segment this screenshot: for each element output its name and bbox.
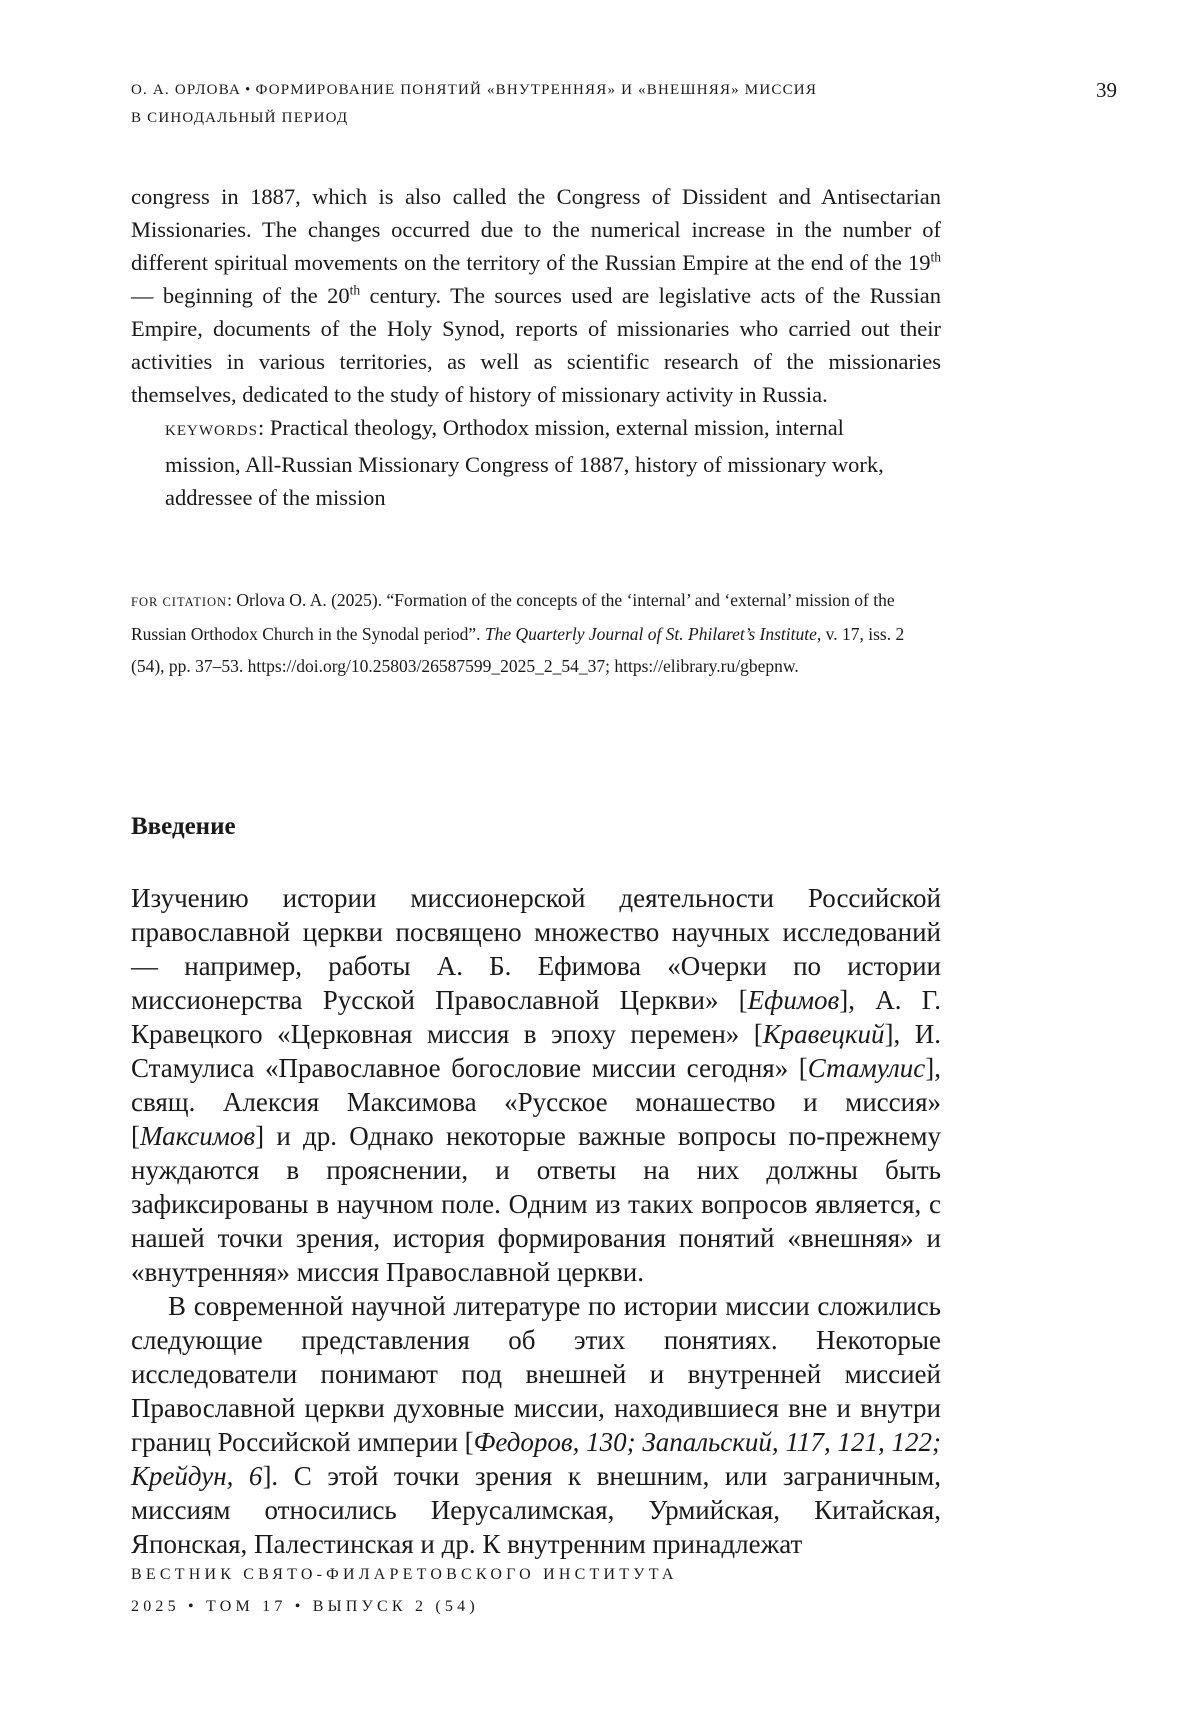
citation-label: FOR CITATION — [131, 595, 228, 609]
reference: Федоров, 130; Запальский, 117, 121, 122; Крейдун, 6 — [131, 1427, 941, 1491]
abstract-text — [131, 180, 941, 411]
paragraph-text: ], А. Г. Кравецкого «Церковная миссия в эпоху перемен» [ — [131, 985, 941, 1049]
footer-journal-title: ВЕСТНИК СВЯТО-ФИЛАРЕТОВСКОГО ИНСТИТУТА — [131, 1566, 678, 1583]
paragraph — [131, 881, 941, 1289]
running-header-line1 — [131, 76, 931, 104]
abstract-text-part: congress in 1887, which is also called the Congress of Dissident and Antisectarian Missionaries. The changes occurred due to the numerical increase in the number of different spiritual movements on the territory of the Russian Empire at the end of the 19 — [131, 184, 941, 275]
paragraph-text: ]. С этой точки зрения к внешним, или заграничным, миссиям относились Иерусалимская, Урмийская, Китайская, Японская, Палестинская и др. К внутренним принадлежат — [131, 1461, 941, 1559]
footer-issue-info: 2025 • ТОМ 17 • ВЫПУСК 2 (54) — [131, 1598, 479, 1615]
header-bullet: • — [245, 82, 252, 98]
abstract — [131, 180, 941, 514]
citation-text — [131, 584, 921, 682]
running-header — [131, 76, 931, 132]
citation-part: , v. 17, iss. 2 (54), pp. 37–53. https://doi.org/10.25803/26587599_2025_2_54_37; https://elibrary.ru/gbepnw. — [131, 624, 905, 676]
header-author: О. А. ОРЛОВА — [131, 82, 242, 98]
paragraph — [131, 1289, 941, 1561]
keywords-label: KEYWORDS — [165, 423, 258, 439]
body-text — [131, 881, 941, 1561]
header-title-line2: В СИНОДАЛЬНЫЙ ПЕРИОД — [131, 110, 349, 126]
reference: Стамулис — [807, 1053, 926, 1083]
paragraph-text: ], И. Стамулиса «Православное богословие миссии сегодня» [ — [131, 1019, 941, 1083]
abstract-text-part: century. The sources used are legislative acts of the Russian Empire, documents of the Holy Synod, reports of missionaries who carried out their activities in various territories, as well as scientific research of the missionaries themselves, dedicated to the study of history of missionary activity in Russia. — [131, 283, 941, 407]
keywords — [165, 411, 925, 514]
citation — [131, 584, 921, 682]
reference: Ефимов — [747, 985, 840, 1015]
page-footer — [131, 1559, 678, 1623]
paragraph-text: В современной научной литературе по истории миссии сложились следующие представления об этих понятиях. Некоторые исследователи понимают под внешней и внутренней миссией Православной церкви духовные миссии, находившиеся вне и внутри границ Российской империи [ — [131, 1291, 941, 1457]
keywords-text: : Practical theology, Orthodox mission, external mission, internal mission, All-Russian Missionary Congress of 1887, history of missionary work, addressee of the mission — [165, 415, 884, 510]
paragraph-text: Изучению истории миссионерской деятельности Российской православной церкви посвящено множество научных исследований — например, работы А. Б. Ефимова «Очерки по истории миссионерства Русской Православной Церкви» [ — [131, 883, 941, 1015]
superscript-th: th — [349, 282, 361, 298]
citation-part: : Orlova O. A. (2025). “Formation of the concepts of the ‘internal’ and ‘external’ mission of the Russian Orthodox Church in the Synodal period”. — [131, 590, 895, 644]
page-number: 39 — [1096, 78, 1117, 102]
reference: Кравецкий — [762, 1019, 885, 1049]
section-title: Введение — [131, 813, 236, 840]
superscript-th: th — [930, 249, 941, 265]
citation-journal: The Quarterly Journal of St. Philaret’s Institute — [484, 624, 817, 644]
paragraph-text: ] и др. Однако некоторые важные вопросы по-прежнему нуждаются в прояснении, и ответы на них должны быть зафиксированы в научном поле. Одним из таких вопросов является, с нашей точки зрения, история формирования понятий «внешняя» и «внутренняя» миссия Православной церкви. — [131, 1121, 941, 1287]
paragraph-text: ], свящ. Алексия Максимова «Русское монашество и миссия» [ — [131, 1053, 941, 1151]
abstract-text-part: — beginning of the 20 — [131, 283, 350, 308]
reference: Максимов — [140, 1121, 256, 1151]
header-title-line1: ФОРМИРОВАНИЕ ПОНЯТИЙ «ВНУТРЕННЯЯ» И «ВНЕШНЯЯ» МИССИЯ — [255, 82, 818, 98]
